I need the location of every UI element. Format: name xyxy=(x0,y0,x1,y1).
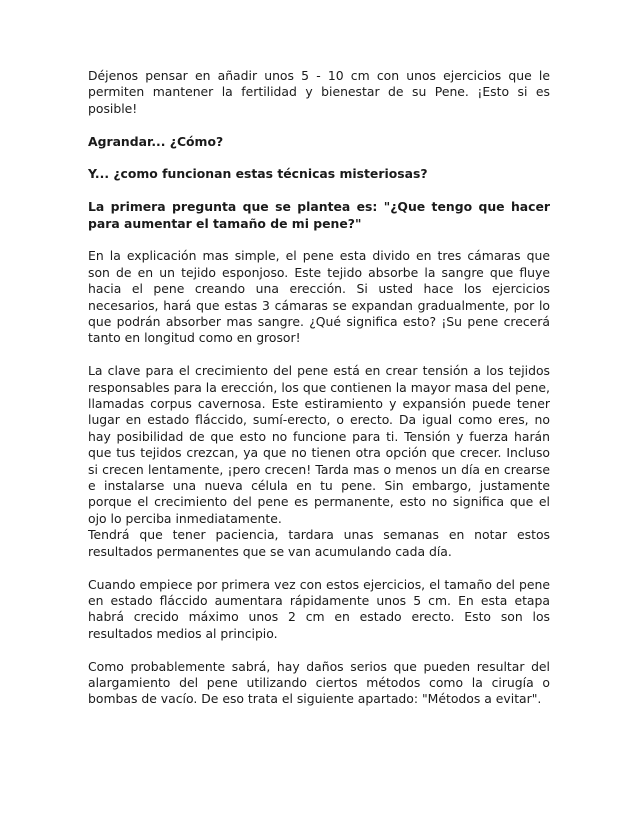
key-growth-paragraph: La clave para el crecimiento del pene está en crear tensión a los tejidos responsables para la erección, los que contienen la mayor masa del pene, llamadas corpus cavernosa. Este estiramiento y expansión puede tener lugar en estado fláccido, sumí-erecto, o erecto. Da igual como eres, no hay posibilidad de que esto no funcione para ti. Tensión y fuerza harán que tus tejidos crezcan, ya que no tienen otra opción que crecer. Incluso si crecen lentamente, ¡pero crecen! Tarda mas o menos un día en crearse e instalarse una nueva célula en tu pene. Sin embargo, justamente porque el crecimiento del pene es permanente, esto no significa que el ojo lo perciba inmediatamente. xyxy=(88,363,550,526)
heading-agrandar: Agrandar... ¿Cómo? xyxy=(88,133,224,149)
patience-paragraph: Tendrá que tener paciencia, tardara unas semanas en notar estos resultados permanentes que se van acumulando cada día. xyxy=(88,527,550,559)
first-results-paragraph: Cuando empiece por primera vez con estos ejercicios, el tamaño del pene en estado fláccido aumentara rápidamente unos 5 cm. En esta etapa habrá crecido máximo unos 2 cm en estado erecto. Esto son los resultados medios al principio. xyxy=(88,576,550,641)
explanation-paragraph: En la explicación mas simple, el pene esta divido en tres cámaras que son de en un tejido esponjoso. Este tejido absorbe la sangre que fluye hacia el pene creando una erección. Si usted hace los ejercicios necesarios, hará que estas 3 cámaras se expandan gradualmente, por lo que podrán absorber mas sangre. ¿Qué significa esto? ¡Su pene crecerá tanto en longitud como en grosor! xyxy=(88,248,550,346)
heading-como-funcionan: Y... ¿como funcionan estas técnicas misteriosas? xyxy=(88,166,428,182)
heading-primera-pregunta: La primera pregunta que se plantea es: "¿Que tengo que hacer para aumentar el tamaño de mi pene?" xyxy=(88,199,550,231)
intro-paragraph: Déjenos pensar en añadir unos 5 - 10 cm con unos ejercicios que le permiten mantener la fertilidad y bienestar de su Pene. ¡Esto si es posible! xyxy=(88,68,550,116)
risks-paragraph: Como probablemente sabrá, hay daños serios que pueden resultar del alargamiento del pene utilizando ciertos métodos como la cirugía o bombas de vacío. De eso trata el siguiente apartado: "Métodos a evitar". xyxy=(88,658,550,707)
document-page xyxy=(88,68,550,724)
